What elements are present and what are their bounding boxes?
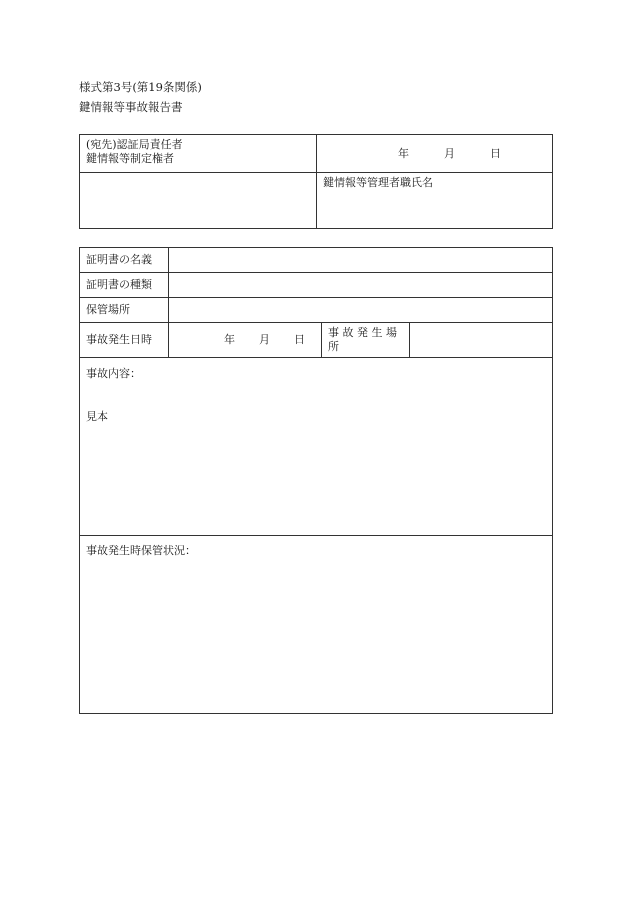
addressee-table — [79, 134, 553, 229]
incident-place-label-line1: 事 故 発 生 場 — [328, 326, 397, 339]
incident-details-label: 事故内容： — [86, 367, 141, 380]
storage-status-field[interactable] — [80, 536, 553, 714]
manager-label: 鍵情報等管理者職氏名 — [323, 176, 433, 189]
incident-datetime-label: 事故発生日時 — [86, 333, 152, 346]
form-number: 様式第3号(第19条関係) — [79, 80, 202, 94]
incident-date-year: 年 — [224, 333, 235, 346]
storage-status-label: 事故発生時保管状況： — [86, 544, 196, 557]
cert-name-field[interactable] — [169, 248, 553, 273]
manager-cell[interactable] — [317, 173, 553, 229]
incident-date-field[interactable] — [169, 323, 322, 358]
incident-date-day: 日 — [294, 333, 305, 346]
cert-type-label-cell — [80, 273, 169, 298]
incident-date-month: 月 — [259, 333, 270, 346]
incident-datetime-label-cell — [80, 323, 169, 358]
addressee-line2: 鍵情報等制定権者 — [86, 152, 174, 165]
sample-watermark-text: 見本 — [86, 410, 108, 423]
report-date-cell[interactable] — [317, 135, 553, 173]
cert-type-field[interactable] — [169, 273, 553, 298]
incident-place-label-line2: 所 — [328, 340, 339, 353]
cert-name-label-cell — [80, 248, 169, 273]
incident-table — [79, 247, 553, 714]
form-title: 鍵情報等事故報告書 — [79, 100, 183, 114]
report-date-month: 月 — [444, 146, 455, 160]
storage-place-label-cell — [80, 298, 169, 323]
report-date-year: 年 — [398, 146, 409, 160]
addressee-blank-cell[interactable] — [80, 173, 317, 229]
cert-type-label: 証明書の種類 — [86, 278, 152, 291]
incident-place-field[interactable] — [410, 323, 553, 358]
storage-place-field[interactable] — [169, 298, 553, 323]
addressee-line1: (宛先)認証局責任者 — [86, 138, 183, 151]
cert-name-label: 証明書の名義 — [86, 253, 152, 266]
report-date-day: 日 — [490, 146, 501, 160]
incident-place-label-cell — [322, 323, 410, 358]
addressee-cell — [80, 135, 317, 173]
storage-place-label: 保管場所 — [86, 303, 130, 316]
incident-details-field[interactable] — [80, 358, 553, 536]
